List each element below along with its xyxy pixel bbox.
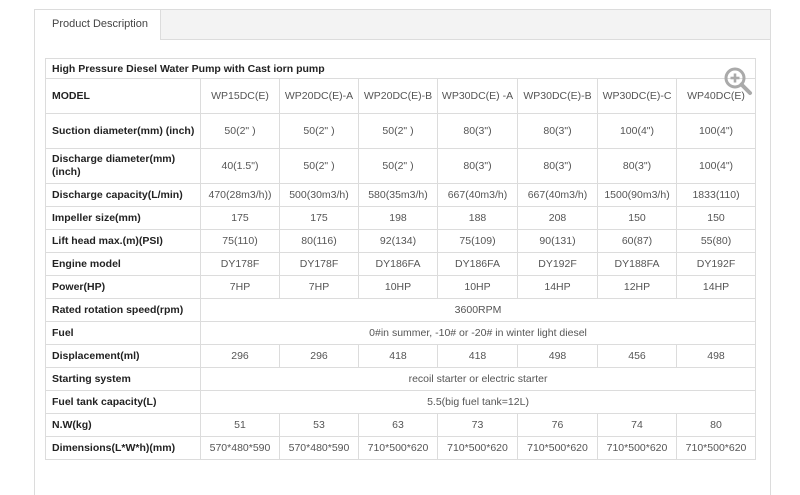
row-label: Discharge capacity(L/min) [46, 184, 201, 207]
value-cell: 80(3") [598, 149, 677, 184]
value-cell: 76 [518, 414, 598, 437]
value-cell: 456 [598, 345, 677, 368]
merged-value-cell: 0#in summer, -10# or -20# in winter light diesel [201, 322, 756, 345]
value-cell: 296 [201, 345, 280, 368]
value-cell: 75(110) [201, 230, 280, 253]
value-cell: 498 [677, 345, 756, 368]
value-cell: 100(4") [598, 114, 677, 149]
value-cell: 7HP [201, 276, 280, 299]
table-row [46, 368, 756, 391]
row-label: Suction diameter(mm) (inch) [46, 114, 201, 149]
row-label: Fuel tank capacity(L) [46, 391, 201, 414]
table-title: High Pressure Diesel Water Pump with Cast iorn pump [46, 59, 756, 79]
merged-value-cell: 3600RPM [201, 299, 756, 322]
model-header-row [46, 79, 756, 114]
value-cell: 208 [518, 207, 598, 230]
value-cell: 296 [280, 345, 359, 368]
value-cell: 80 [677, 414, 756, 437]
row-label: Rated rotation speed(rpm) [46, 299, 201, 322]
value-cell: 51 [201, 414, 280, 437]
table-row [46, 299, 756, 322]
value-cell: 80(116) [280, 230, 359, 253]
product-panel [34, 9, 771, 495]
value-cell: 12HP [598, 276, 677, 299]
value-cell: DY186FA [438, 253, 518, 276]
table-row [46, 253, 756, 276]
value-cell: 50(2" ) [359, 149, 438, 184]
value-cell: 75(109) [438, 230, 518, 253]
value-cell: 667(40m3/h) [438, 184, 518, 207]
zoom-in-icon[interactable] [723, 66, 755, 98]
value-cell: 710*500*620 [677, 437, 756, 460]
table-row [46, 207, 756, 230]
table-row [46, 391, 756, 414]
table-row [46, 437, 756, 460]
value-cell: 150 [598, 207, 677, 230]
merged-value-cell: 5.5(big fuel tank=12L) [201, 391, 756, 414]
value-cell: 74 [598, 414, 677, 437]
value-cell: DY192F [677, 253, 756, 276]
row-label: Power(HP) [46, 276, 201, 299]
row-label: Starting system [46, 368, 201, 391]
value-cell: 1500(90m3/h) [598, 184, 677, 207]
table-row [46, 322, 756, 345]
table-row [46, 149, 756, 184]
tab-product-description[interactable]: Product Description [34, 9, 161, 40]
table-row [46, 276, 756, 299]
value-cell: DY178F [201, 253, 280, 276]
model-name-cell: WP40DC(E) [677, 79, 756, 114]
value-cell: DY186FA [359, 253, 438, 276]
model-name-cell: WP20DC(E)-B [359, 79, 438, 114]
row-label: Lift head max.(m)(PSI) [46, 230, 201, 253]
model-header-label: MODEL [46, 79, 201, 114]
value-cell: 60(87) [598, 230, 677, 253]
row-label: Displacement(ml) [46, 345, 201, 368]
table-row [46, 345, 756, 368]
value-cell: 100(4") [677, 114, 756, 149]
value-cell: 92(134) [359, 230, 438, 253]
table-row [46, 184, 756, 207]
row-label: Dimensions(L*W*h)(mm) [46, 437, 201, 460]
table-row [46, 114, 756, 149]
value-cell: 470(28m3/h)) [201, 184, 280, 207]
row-label: N.W(kg) [46, 414, 201, 437]
value-cell: 50(2" ) [201, 114, 280, 149]
value-cell: 80(3") [438, 114, 518, 149]
value-cell: 498 [518, 345, 598, 368]
value-cell: 500(30m3/h) [280, 184, 359, 207]
value-cell: 90(131) [518, 230, 598, 253]
value-cell: 580(35m3/h) [359, 184, 438, 207]
value-cell: DY188FA [598, 253, 677, 276]
row-label: Fuel [46, 322, 201, 345]
value-cell: 73 [438, 414, 518, 437]
value-cell: 1833(110) [677, 184, 756, 207]
table-title-row [46, 59, 756, 79]
value-cell: 570*480*590 [201, 437, 280, 460]
value-cell: 53 [280, 414, 359, 437]
value-cell: 80(3") [518, 149, 598, 184]
row-label: Impeller size(mm) [46, 207, 201, 230]
row-label: Engine model [46, 253, 201, 276]
value-cell: 150 [677, 207, 756, 230]
model-name-cell: WP30DC(E)-C [598, 79, 677, 114]
value-cell: 50(2" ) [280, 149, 359, 184]
value-cell: DY192F [518, 253, 598, 276]
value-cell: 418 [359, 345, 438, 368]
model-name-cell: WP20DC(E)-A [280, 79, 359, 114]
value-cell: 80(3") [518, 114, 598, 149]
value-cell: 50(2" ) [280, 114, 359, 149]
value-cell: 710*500*620 [438, 437, 518, 460]
value-cell: 63 [359, 414, 438, 437]
value-cell: 198 [359, 207, 438, 230]
value-cell: 175 [201, 207, 280, 230]
table-row [46, 230, 756, 253]
value-cell: 10HP [359, 276, 438, 299]
value-cell: 667(40m3/h) [518, 184, 598, 207]
value-cell: DY178F [280, 253, 359, 276]
value-cell: 55(80) [677, 230, 756, 253]
tab-bar [35, 10, 770, 40]
value-cell: 7HP [280, 276, 359, 299]
value-cell: 10HP [438, 276, 518, 299]
spec-table [45, 58, 756, 460]
value-cell: 100(4") [677, 149, 756, 184]
value-cell: 14HP [677, 276, 756, 299]
value-cell: 188 [438, 207, 518, 230]
value-cell: 570*480*590 [280, 437, 359, 460]
value-cell: 418 [438, 345, 518, 368]
value-cell: 50(2" ) [359, 114, 438, 149]
value-cell: 710*500*620 [518, 437, 598, 460]
value-cell: 14HP [518, 276, 598, 299]
merged-value-cell: recoil starter or electric starter [201, 368, 756, 391]
value-cell: 40(1.5") [201, 149, 280, 184]
model-name-cell: WP30DC(E)-B [518, 79, 598, 114]
model-name-cell: WP30DC(E) -A [438, 79, 518, 114]
row-label: Discharge diameter(mm) (inch) [46, 149, 201, 184]
value-cell: 175 [280, 207, 359, 230]
value-cell: 710*500*620 [359, 437, 438, 460]
value-cell: 710*500*620 [598, 437, 677, 460]
table-row [46, 414, 756, 437]
model-name-cell: WP15DC(E) [201, 79, 280, 114]
value-cell: 80(3") [438, 149, 518, 184]
